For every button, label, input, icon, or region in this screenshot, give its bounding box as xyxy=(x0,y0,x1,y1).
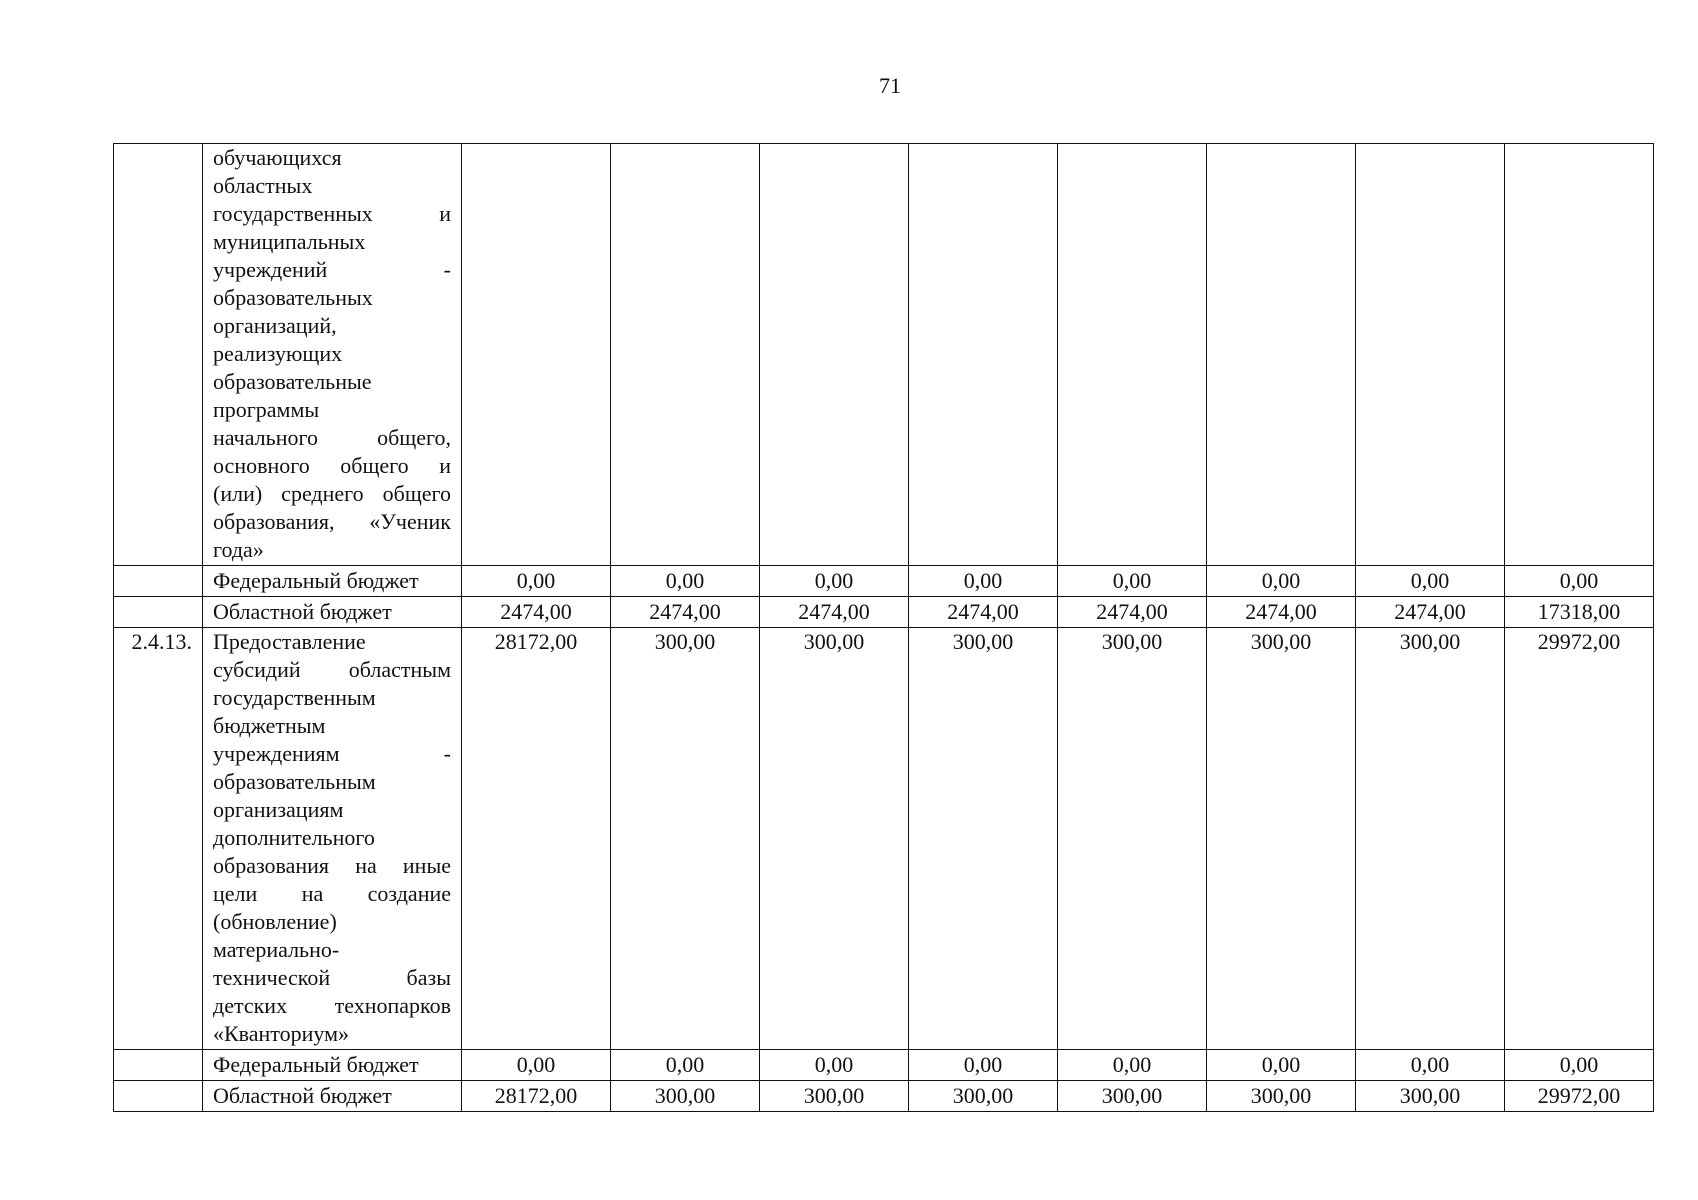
table-row-item-2-4-13 xyxy=(114,628,1654,1050)
value-cell: 2474,00 xyxy=(909,597,1058,628)
value-cell: 0,00 xyxy=(909,566,1058,597)
row-number-cell: 2.4.13. xyxy=(114,628,203,1050)
value-cell xyxy=(909,144,1058,566)
empty-number-cell xyxy=(114,1050,203,1081)
value-cell: 300,00 xyxy=(760,1081,909,1112)
value-cell xyxy=(1356,144,1505,566)
value-cell: 0,00 xyxy=(909,1050,1058,1081)
value-cell: 0,00 xyxy=(1207,1050,1356,1081)
value-cell xyxy=(1207,144,1356,566)
value-cell xyxy=(1058,144,1207,566)
budget-label: Федеральный бюджет xyxy=(203,1050,462,1081)
value-cell xyxy=(760,144,909,566)
value-cell: 0,00 xyxy=(1356,566,1505,597)
value-cell: 300,00 xyxy=(611,1081,760,1112)
value-cell: 0,00 xyxy=(1505,566,1654,597)
value-cell: 0,00 xyxy=(760,566,909,597)
value-cell: 300,00 xyxy=(909,628,1058,1050)
row-description-cell: обучающихся областных государственных и муниципальных учреждений - образовательных организаций, реализующих образовательные программы начального общего, основного общего и (или) среднего общего образования, «Ученик года» xyxy=(203,144,462,566)
value-cell: 0,00 xyxy=(462,566,611,597)
value-cell: 28172,00 xyxy=(462,628,611,1050)
value-cell: 0,00 xyxy=(1058,566,1207,597)
empty-number-cell xyxy=(114,1081,203,1112)
value-cell: 2474,00 xyxy=(611,597,760,628)
value-cell: 2474,00 xyxy=(760,597,909,628)
value-cell: 0,00 xyxy=(1058,1050,1207,1081)
value-cell: 300,00 xyxy=(909,1081,1058,1112)
value-cell: 300,00 xyxy=(1207,1081,1356,1112)
value-cell xyxy=(1505,144,1654,566)
value-cell: 2474,00 xyxy=(462,597,611,628)
page-number: 71 xyxy=(879,73,901,98)
value-cell: 0,00 xyxy=(462,1050,611,1081)
value-cell: 300,00 xyxy=(1356,1081,1505,1112)
value-cell: 2474,00 xyxy=(1058,597,1207,628)
value-cell: 300,00 xyxy=(760,628,909,1050)
value-cell: 0,00 xyxy=(611,566,760,597)
budget-label: Областной бюджет xyxy=(203,1081,462,1112)
value-cell: 17318,00 xyxy=(1505,597,1654,628)
value-cell: 0,00 xyxy=(1505,1050,1654,1081)
value-cell: 300,00 xyxy=(1356,628,1505,1050)
value-cell: 300,00 xyxy=(1058,628,1207,1050)
empty-number-cell xyxy=(114,566,203,597)
value-cell: 0,00 xyxy=(1356,1050,1505,1081)
table-row-federal-budget xyxy=(114,566,1654,597)
row-description-cell: Предоставление субсидий областным государственным бюджетным учреждениям - образовательным организациям дополнительного образования на иные цели на создание (обновление) материально- технической базы детских технопарков «Кванториум» xyxy=(203,628,462,1050)
table-row-regional-budget xyxy=(114,1081,1654,1112)
value-cell: 300,00 xyxy=(611,628,760,1050)
value-cell: 29972,00 xyxy=(1505,1081,1654,1112)
row-number-cell xyxy=(114,144,203,566)
value-cell xyxy=(462,144,611,566)
empty-number-cell xyxy=(114,597,203,628)
value-cell: 28172,00 xyxy=(462,1081,611,1112)
value-cell: 0,00 xyxy=(611,1050,760,1081)
value-cell: 2474,00 xyxy=(1356,597,1505,628)
table-row-federal-budget xyxy=(114,1050,1654,1081)
value-cell: 300,00 xyxy=(1207,628,1356,1050)
budget-table xyxy=(113,143,1654,1112)
table-row-continued xyxy=(114,144,1654,566)
value-cell: 0,00 xyxy=(760,1050,909,1081)
table-row-regional-budget xyxy=(114,597,1654,628)
value-cell xyxy=(611,144,760,566)
budget-label: Областной бюджет xyxy=(203,597,462,628)
value-cell: 29972,00 xyxy=(1505,628,1654,1050)
value-cell: 300,00 xyxy=(1058,1081,1207,1112)
budget-label: Федеральный бюджет xyxy=(203,566,462,597)
value-cell: 2474,00 xyxy=(1207,597,1356,628)
value-cell: 0,00 xyxy=(1207,566,1356,597)
